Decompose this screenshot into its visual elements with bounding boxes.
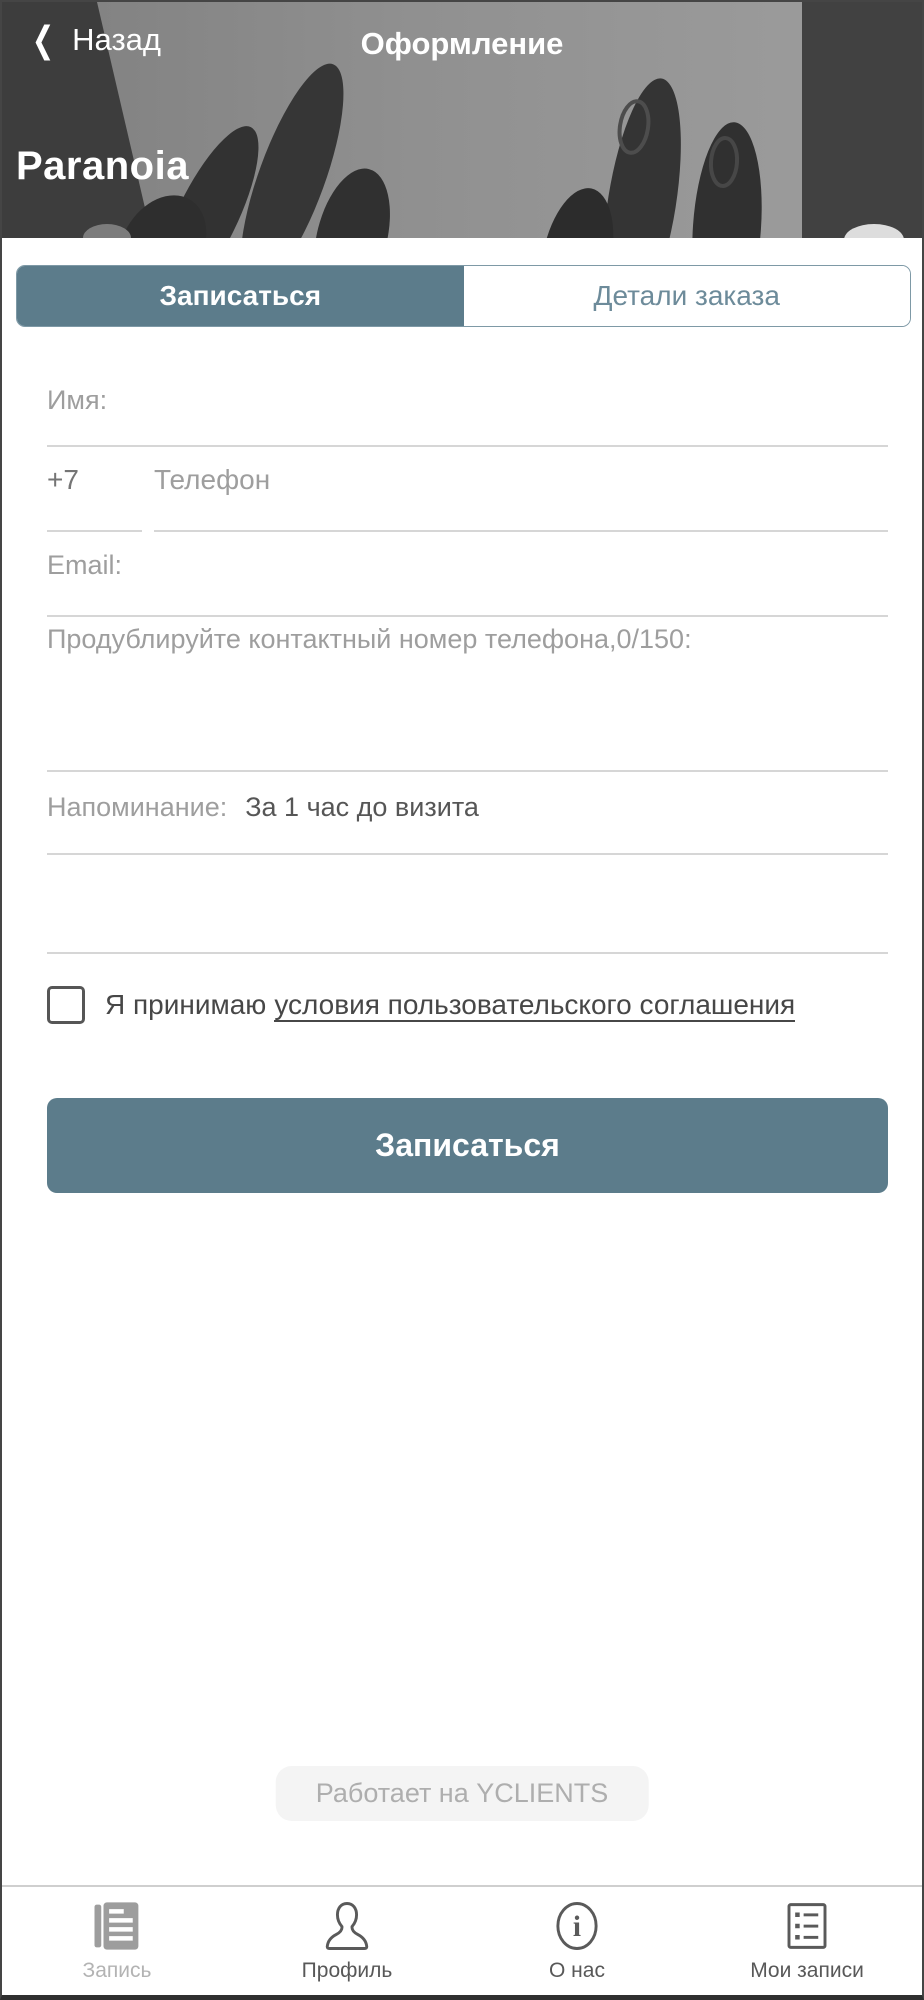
nav-label-booking: Запись xyxy=(82,1959,152,1982)
phone-placeholder: Телефон xyxy=(154,464,271,495)
nav-item-my-bookings[interactable] xyxy=(692,1887,922,1995)
agreement-text xyxy=(105,989,795,1021)
reminder-value: За 1 час до визита xyxy=(245,792,479,822)
comment-input[interactable] xyxy=(47,952,888,954)
back-chevron-icon: ❮ xyxy=(31,19,55,60)
nav-item-booking[interactable] xyxy=(2,1887,232,1995)
nav-item-about[interactable] xyxy=(462,1887,692,1995)
tab-order-details[interactable]: Детали заказа xyxy=(464,266,911,326)
header-banner xyxy=(2,2,922,238)
nav-label-profile: Профиль xyxy=(301,1959,393,1982)
back-label: Назад xyxy=(72,22,161,57)
page-title: Оформление xyxy=(360,26,564,61)
svg-text:i: i xyxy=(572,1911,582,1944)
agreement-row xyxy=(47,986,795,1024)
person-icon xyxy=(320,1899,374,1953)
tab-book[interactable]: Записаться xyxy=(17,266,464,326)
reminder-row[interactable] xyxy=(47,792,479,823)
email-input[interactable] xyxy=(47,615,888,617)
duplicate-phone-label: Продублируйте контактный номер телефона,0/150: xyxy=(47,624,692,654)
agreement-checkbox[interactable] xyxy=(47,986,85,1024)
reminder-label: Напоминание: xyxy=(47,792,228,822)
phone-prefix-underline xyxy=(47,530,142,532)
nav-label-about: О нас xyxy=(549,1959,605,1982)
nav-label-my-bookings: Мои записи xyxy=(750,1959,864,1982)
phone-input[interactable] xyxy=(154,530,888,532)
info-icon xyxy=(550,1899,604,1953)
bottom-nav xyxy=(2,1885,922,1995)
submit-button[interactable]: Записаться xyxy=(47,1098,888,1193)
duplicate-phone-input[interactable] xyxy=(47,770,888,772)
agreement-prefix: Я принимаю xyxy=(105,989,267,1020)
tab-bar xyxy=(16,265,911,327)
phone-prefix[interactable]: +7 xyxy=(47,464,79,495)
journal-icon xyxy=(90,1899,144,1953)
nav-item-profile[interactable] xyxy=(232,1887,462,1995)
powered-by-badge: Работает на YCLIENTS xyxy=(276,1766,649,1821)
list-icon xyxy=(780,1899,834,1953)
brand-name: Paranoia xyxy=(16,144,189,188)
agreement-link[interactable]: условия пользовательского соглашения xyxy=(274,989,796,1020)
reminder-underline xyxy=(47,853,888,855)
name-label: Имя: xyxy=(47,385,108,415)
name-input[interactable] xyxy=(47,445,888,447)
email-label: Email: xyxy=(47,550,123,580)
